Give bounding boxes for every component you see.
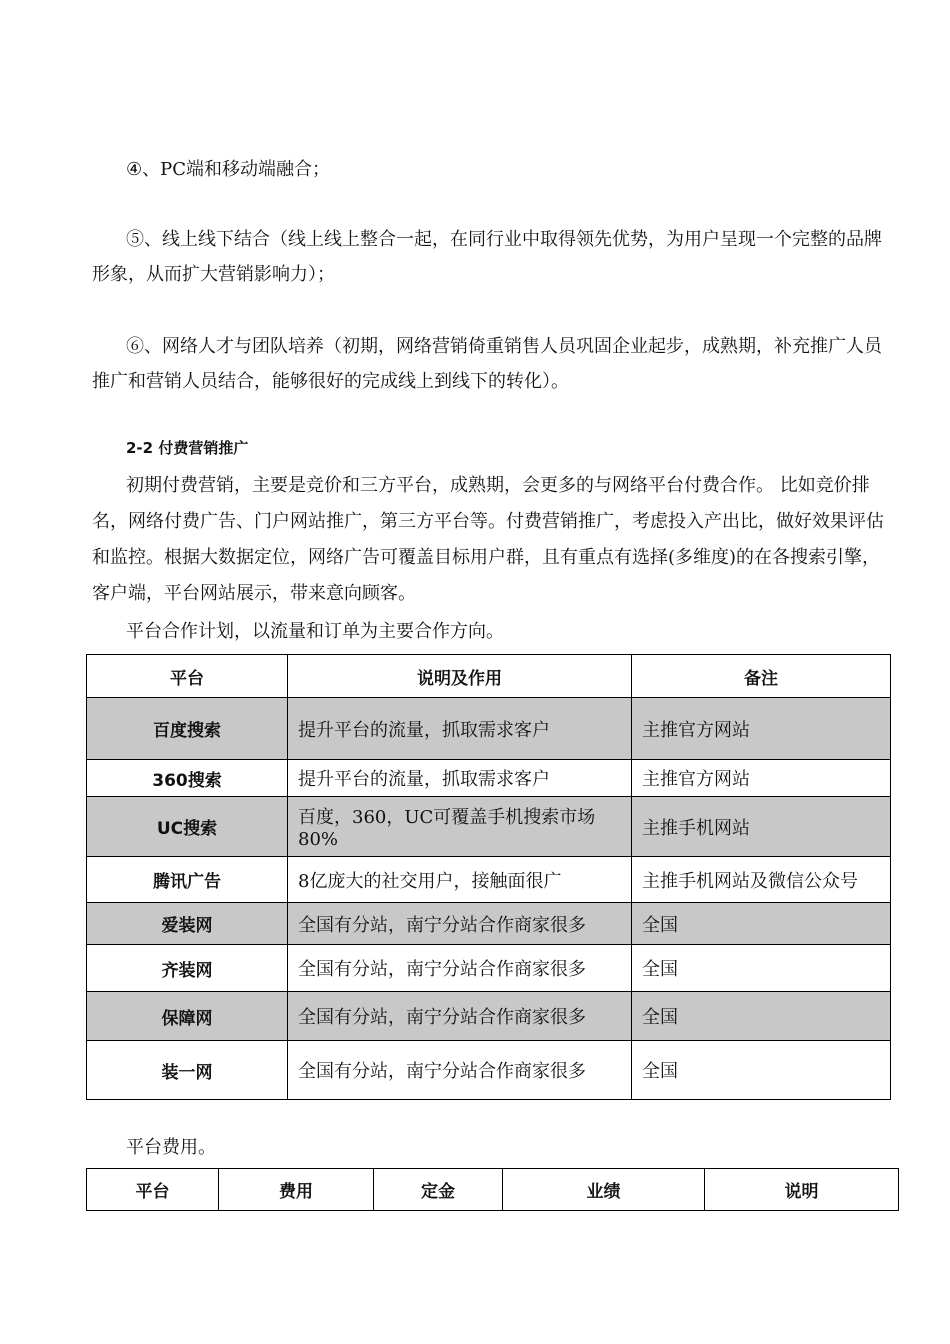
platform-description: 8亿庞大的社交用户，接触面很广	[288, 857, 632, 903]
table-row	[87, 1041, 891, 1100]
platform-description: 全国有分站，南宁分站合作商家很多	[288, 1041, 632, 1100]
platform-name: 装一网	[87, 1041, 288, 1100]
header-remark: 备注	[632, 655, 891, 698]
platform-remark: 主推手机网站及微信公众号	[632, 857, 891, 903]
fee-header-explanation: 说明	[705, 1169, 899, 1211]
platform-table	[86, 654, 891, 1100]
table-row	[87, 760, 891, 797]
table-row	[87, 698, 891, 760]
platform-description: 提升平台的流量，抓取需求客户	[288, 760, 632, 797]
fee-note: 平台费用。	[126, 1137, 216, 1158]
table-row	[87, 992, 891, 1041]
table-row	[87, 797, 891, 857]
platform-name: UC搜索	[87, 797, 288, 857]
platform-description: 提升平台的流量，抓取需求客户	[288, 698, 632, 760]
section-heading: 2-2 付费营销推广	[126, 439, 249, 457]
platform-name: 爱装网	[87, 903, 288, 945]
header-description: 说明及作用	[288, 655, 632, 698]
platform-name: 360搜索	[87, 760, 288, 797]
platform-description: 全国有分站，南宁分站合作商家很多	[288, 992, 632, 1041]
platform-remark: 主推官方网站	[632, 698, 891, 760]
plan-note: 平台合作计划，以流量和订单为主要合作方向。	[126, 621, 504, 642]
platform-name: 齐装网	[87, 945, 288, 992]
platform-description: 全国有分站，南宁分站合作商家很多	[288, 903, 632, 945]
section-intro: 初期付费营销，主要是竞价和三方平台，成熟期，会更多的与网络平台付费合作。 比如竞价排名，网络付费广告、门户网站推广，第三方平台等。付费营销推广，考虑投入产出比，做好效果评估和监控。根据大数据定位，网络广告可覆盖目标用户群，且有重点有选择(多维度)的在各搜索引擎，客户端，平台网站展示，带来意向顾客。	[92, 475, 884, 604]
platform-name: 保障网	[87, 992, 288, 1041]
platform-remark: 主推官方网站	[632, 760, 891, 797]
paragraph-pc-mobile: ④、PC端和移动端融合；	[126, 159, 331, 180]
table-row	[87, 903, 891, 945]
platform-remark: 全国	[632, 945, 891, 992]
fee-header-row	[87, 1169, 899, 1211]
platform-remark: 全国	[632, 1041, 891, 1100]
fee-table	[86, 1168, 899, 1211]
table-header-row	[87, 655, 891, 698]
platform-description: 百度，360，UC可覆盖手机搜索市场80%	[288, 797, 632, 857]
fee-header-platform: 平台	[87, 1169, 219, 1211]
platform-name: 百度搜索	[87, 698, 288, 760]
fee-header-deposit: 定金	[374, 1169, 503, 1211]
table-row	[87, 945, 891, 992]
platform-remark: 主推手机网站	[632, 797, 891, 857]
table-row	[87, 857, 891, 903]
platform-description: 全国有分站，南宁分站合作商家很多	[288, 945, 632, 992]
paragraph-talent-training: ⑥、网络人才与团队培养（初期，网络营销倚重销售人员巩固企业起步，成熟期，补充推广人员推广和营销人员结合，能够很好的完成线上到线下的转化）。	[92, 336, 882, 392]
fee-header-performance: 业绩	[503, 1169, 705, 1211]
platform-remark: 全国	[632, 992, 891, 1041]
platform-remark: 全国	[632, 903, 891, 945]
platform-name: 腾讯广告	[87, 857, 288, 903]
header-platform: 平台	[87, 655, 288, 698]
paragraph-online-offline: ⑤、线上线下结合（线上线上整合一起，在同行业中取得领先优势，为用户呈现一个完整的品牌形象，从而扩大营销影响力）；	[92, 229, 882, 285]
fee-header-cost: 费用	[219, 1169, 374, 1211]
